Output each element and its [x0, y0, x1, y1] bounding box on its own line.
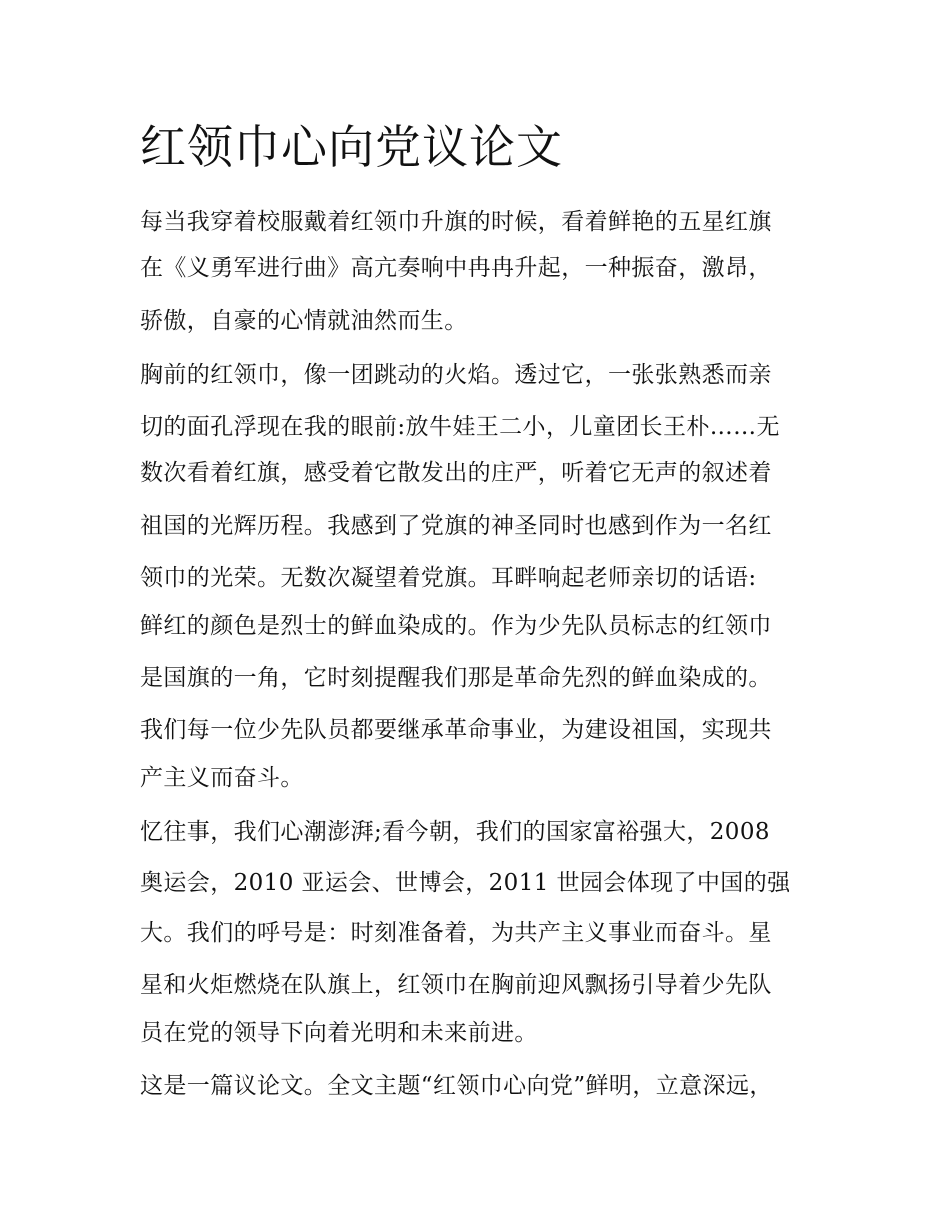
text-line: 鲜红的颜色是烈士的鲜血染成的。作为少先队员标志的红领巾	[140, 613, 772, 639]
text-line: 是国旗的一角，它时刻提醒我们那是革命先烈的鲜血染成的。	[140, 665, 772, 691]
text-line: 切的面孔浮现在我的眼前:放牛娃王二小，儿童团长王朴……无	[140, 414, 780, 440]
text-line: 这是一篇议论文。全文主题“红领巾心向党”鲜明，立意深远，	[140, 1073, 773, 1099]
text-line: 星和火炬燃烧在队旗上，红领巾在胸前迎风飘扬引导着少先队	[140, 972, 772, 998]
text-line: 奥运会，2010 亚运会、世博会，2011 世园会体现了中国的强	[140, 870, 791, 896]
text-line: 每当我穿着校服戴着红领巾升旗的时候，看着鲜艳的五星红旗	[140, 209, 772, 235]
text-line: 骄傲，自豪的心情就油然而生。	[140, 308, 468, 334]
text-line: 产主义而奋斗。	[140, 765, 304, 791]
text-line: 胸前的红领巾，像一团跳动的火焰。透过它，一张张熟悉而亲	[140, 362, 772, 388]
text-line: 员在党的领导下向着光明和未来前进。	[140, 1020, 538, 1046]
page-title: 红领巾心向党议论文	[140, 120, 563, 174]
text-line: 忆往事，我们心潮澎湃;看今朝，我们的国家富裕强大，2008	[140, 819, 770, 845]
text-line: 数次看着红旗，感受着它散发出的庄严，听着它无声的叙述着	[140, 460, 772, 486]
text-line: 祖国的光辉历程。我感到了党旗的神圣同时也感到作为一名红	[140, 513, 772, 539]
text-line: 领巾的光荣。无数次凝望着党旗。耳畔响起老师亲切的话语:	[140, 565, 757, 591]
text-line: 大。我们的呼号是：时刻准备着，为共产主义事业而奋斗。星	[140, 920, 772, 946]
text-line: 我们每一位少先队员都要继承革命事业，为建设祖国，实现共	[140, 717, 772, 743]
text-line: 在《义勇军进行曲》高亢奏响中冉冉升起，一种振奋，激昂，	[140, 255, 772, 281]
